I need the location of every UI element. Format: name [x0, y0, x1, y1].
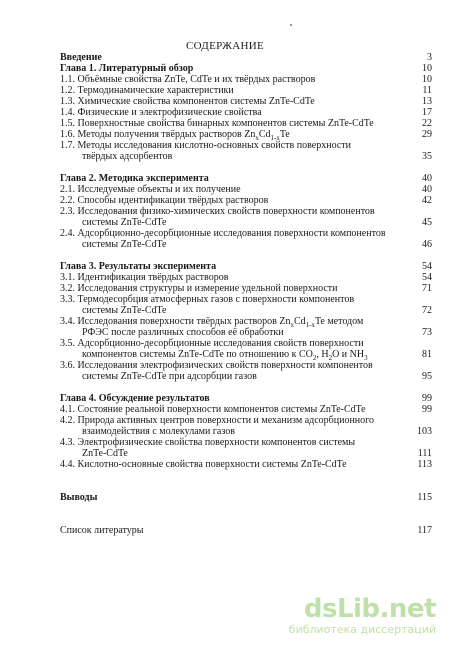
toc-item-text: 3.6. Исследования электрофизических свойств поверхности компонентов	[60, 360, 373, 371]
toc-chapter-3-label: Глава 3. Результаты эксперимента	[60, 261, 217, 272]
spacer	[60, 382, 432, 393]
toc-item-page: 103	[417, 426, 432, 437]
toc-item-text: 3.4. Исследования поверхности твёрдых растворов $Zn_xCd_{1-x}Te$ методом	[60, 316, 364, 329]
toc-item-text-cont: системы ZnTe-CdTe при адсорбции газов	[82, 371, 257, 382]
toc-item-text-cont: взаимодействия с молекулами газов	[82, 426, 235, 437]
watermark-logo: dsLib.net	[303, 594, 436, 624]
toc-item-text-cont: компонентов системы ZnTe-CdTe по отношению к $CO_2$, $H_2O$ и $NH_3$	[82, 349, 368, 362]
toc-item-text: 3.3. Термодесорбция атмосферных газов с поверхности компонентов	[60, 294, 355, 305]
toc-conclusions-page: 115	[417, 492, 432, 503]
page-title: СОДЕРЖАНИЕ	[185, 40, 265, 52]
toc-item-page: 73	[422, 327, 432, 338]
watermark	[256, 596, 436, 636]
toc-item-page: 71	[422, 283, 432, 294]
toc-item-text-cont: системы ZnTe-CdTe	[82, 239, 167, 250]
toc-item-text: 4.4. Кислотно-основные свойства поверхности системы ZnTe-CdTe	[60, 459, 347, 470]
toc-item-page: 17	[422, 107, 432, 118]
toc-item-page: 54	[422, 272, 432, 283]
toc-item-3-5	[60, 338, 432, 360]
toc-item-page: 99	[422, 404, 432, 415]
toc-item-3-1	[60, 272, 432, 283]
toc-item-text: 1.2. Термодинамические характеристики	[60, 85, 234, 96]
toc-item-1-4	[60, 107, 432, 118]
toc-item-text: 3.1. Идентификация твёрдых растворов	[60, 272, 229, 283]
toc-item-4-4	[60, 459, 432, 470]
toc-item-text: 1.3. Химические свойства компонентов системы ZnTe-CdTe	[60, 96, 315, 107]
toc-item-text-cont: твёрдых адсорбентов	[82, 151, 173, 162]
toc-item-text-cont: ZnTe-CdTe	[82, 448, 128, 459]
toc-item-1-1	[60, 74, 432, 85]
toc-item-text: 1.5. Поверхностные свойства бинарных компонентов системы ZnTe-CdTe	[60, 118, 374, 129]
toc-item-text: 2.2. Способы идентификации твёрдых растворов	[60, 195, 269, 206]
toc-item-text: 3.2. Исследования структуры и измерение удельной поверхности	[60, 283, 338, 294]
toc-item-3-2	[60, 283, 432, 294]
toc-item-page: 40	[422, 184, 432, 195]
toc-item-2-3	[60, 206, 432, 228]
toc-item-2-2	[60, 195, 432, 206]
toc-conclusions	[60, 492, 432, 503]
scan-speck	[290, 24, 292, 26]
toc-item-text: 2.4. Адсорбционно-десорбционные исследования поверхности компонентов	[60, 228, 386, 239]
spacer	[60, 503, 432, 525]
toc-item-3-6	[60, 360, 432, 382]
toc-item-page: 72	[422, 305, 432, 316]
toc-intro-label: Введение	[60, 52, 102, 63]
toc-item-page: 42	[422, 195, 432, 206]
watermark-subtitle: библиотека диссертаций	[288, 623, 436, 636]
toc-item-4-3	[60, 437, 432, 459]
table-of-contents	[60, 52, 432, 536]
toc-chapter-4-page: 99	[422, 393, 432, 404]
toc-item-page: 13	[422, 96, 432, 107]
toc-item-page: 95	[422, 371, 432, 382]
toc-chapter-3-page: 54	[422, 261, 432, 272]
toc-item-text: 4.3. Электрофизические свойства поверхности компонентов системы	[60, 437, 356, 448]
toc-item-4-1	[60, 404, 432, 415]
toc-item-3-4	[60, 316, 432, 338]
toc-item-text-cont: РФЭС после различных способов её обработки	[82, 327, 284, 338]
toc-item-1-2	[60, 85, 432, 96]
toc-conclusions-label: Выводы	[60, 492, 98, 503]
toc-item-page: 111	[417, 448, 432, 459]
toc-chapter-4	[60, 393, 432, 404]
toc-item-2-4	[60, 228, 432, 250]
toc-item-1-6	[60, 129, 432, 140]
spacer	[60, 470, 432, 492]
toc-item-text-cont: системы ZnTe-CdTe	[82, 305, 167, 316]
toc-chapter-2-label: Глава 2. Методика эксперимента	[60, 173, 209, 184]
toc-item-page: 113	[417, 459, 432, 470]
toc-item-page: 46	[422, 239, 432, 250]
toc-chapter-1-label: Глава 1. Литературный обзор	[60, 63, 194, 74]
toc-item-text: 4.2. Природа активных центров поверхности и механизм адсорбционного	[60, 415, 375, 426]
toc-item-page: 11	[422, 85, 432, 96]
toc-item-4-2	[60, 415, 432, 437]
toc-intro-page: 3	[427, 52, 432, 63]
toc-item-3-3	[60, 294, 432, 316]
toc-item-1-7	[60, 140, 432, 162]
toc-item-text: 1.4. Физические и электрофизические свойства	[60, 107, 262, 118]
toc-item-text-cont: системы ZnTe-CdTe	[82, 217, 167, 228]
toc-chapter-2-page: 40	[422, 173, 432, 184]
spacer	[60, 250, 432, 261]
toc-references-label: Список литературы	[60, 525, 144, 536]
toc-references-page: 117	[417, 525, 432, 536]
toc-item-text: 1.7. Методы исследования кислотно-основных свойств поверхности	[60, 140, 351, 151]
toc-item-page: 45	[422, 217, 432, 228]
toc-item-text: 2.3. Исследования физико-химических свойств поверхности компонентов	[60, 206, 375, 217]
toc-chapter-3	[60, 261, 432, 272]
toc-chapter-2	[60, 173, 432, 184]
toc-item-page: 22	[422, 118, 432, 129]
toc-chapter-1-page: 10	[422, 63, 432, 74]
toc-chapter-1	[60, 63, 432, 74]
toc-item-1-3	[60, 96, 432, 107]
toc-item-text: 1.6. Методы получения твёрдых растворов $Zn_xCd_{1-x}Te$	[60, 129, 290, 142]
toc-item-page: 35	[422, 151, 432, 162]
toc-item-text: 3.5. Адсорбционно-десорбционные исследования свойств поверхности	[60, 338, 364, 349]
toc-references	[60, 525, 432, 536]
toc-item-2-1	[60, 184, 432, 195]
toc-item-page: 29	[422, 129, 432, 140]
toc-item-text: 2.1. Исследуемые объекты и их получение	[60, 184, 241, 195]
toc-item-text: 1.1. Объёмные свойства ZnTe, CdTe и их твёрдых растворов	[60, 74, 316, 85]
toc-chapter-4-label: Глава 4. Обсуждение результатов	[60, 393, 210, 404]
toc-item-page: 10	[422, 74, 432, 85]
toc-item-page: 81	[422, 349, 432, 360]
spacer	[60, 162, 432, 173]
toc-item-text: 4.1. Состояние реальной поверхности компонентов системы ZnTe-CdTe	[60, 404, 366, 415]
toc-intro	[60, 52, 432, 63]
toc-item-1-5	[60, 118, 432, 129]
